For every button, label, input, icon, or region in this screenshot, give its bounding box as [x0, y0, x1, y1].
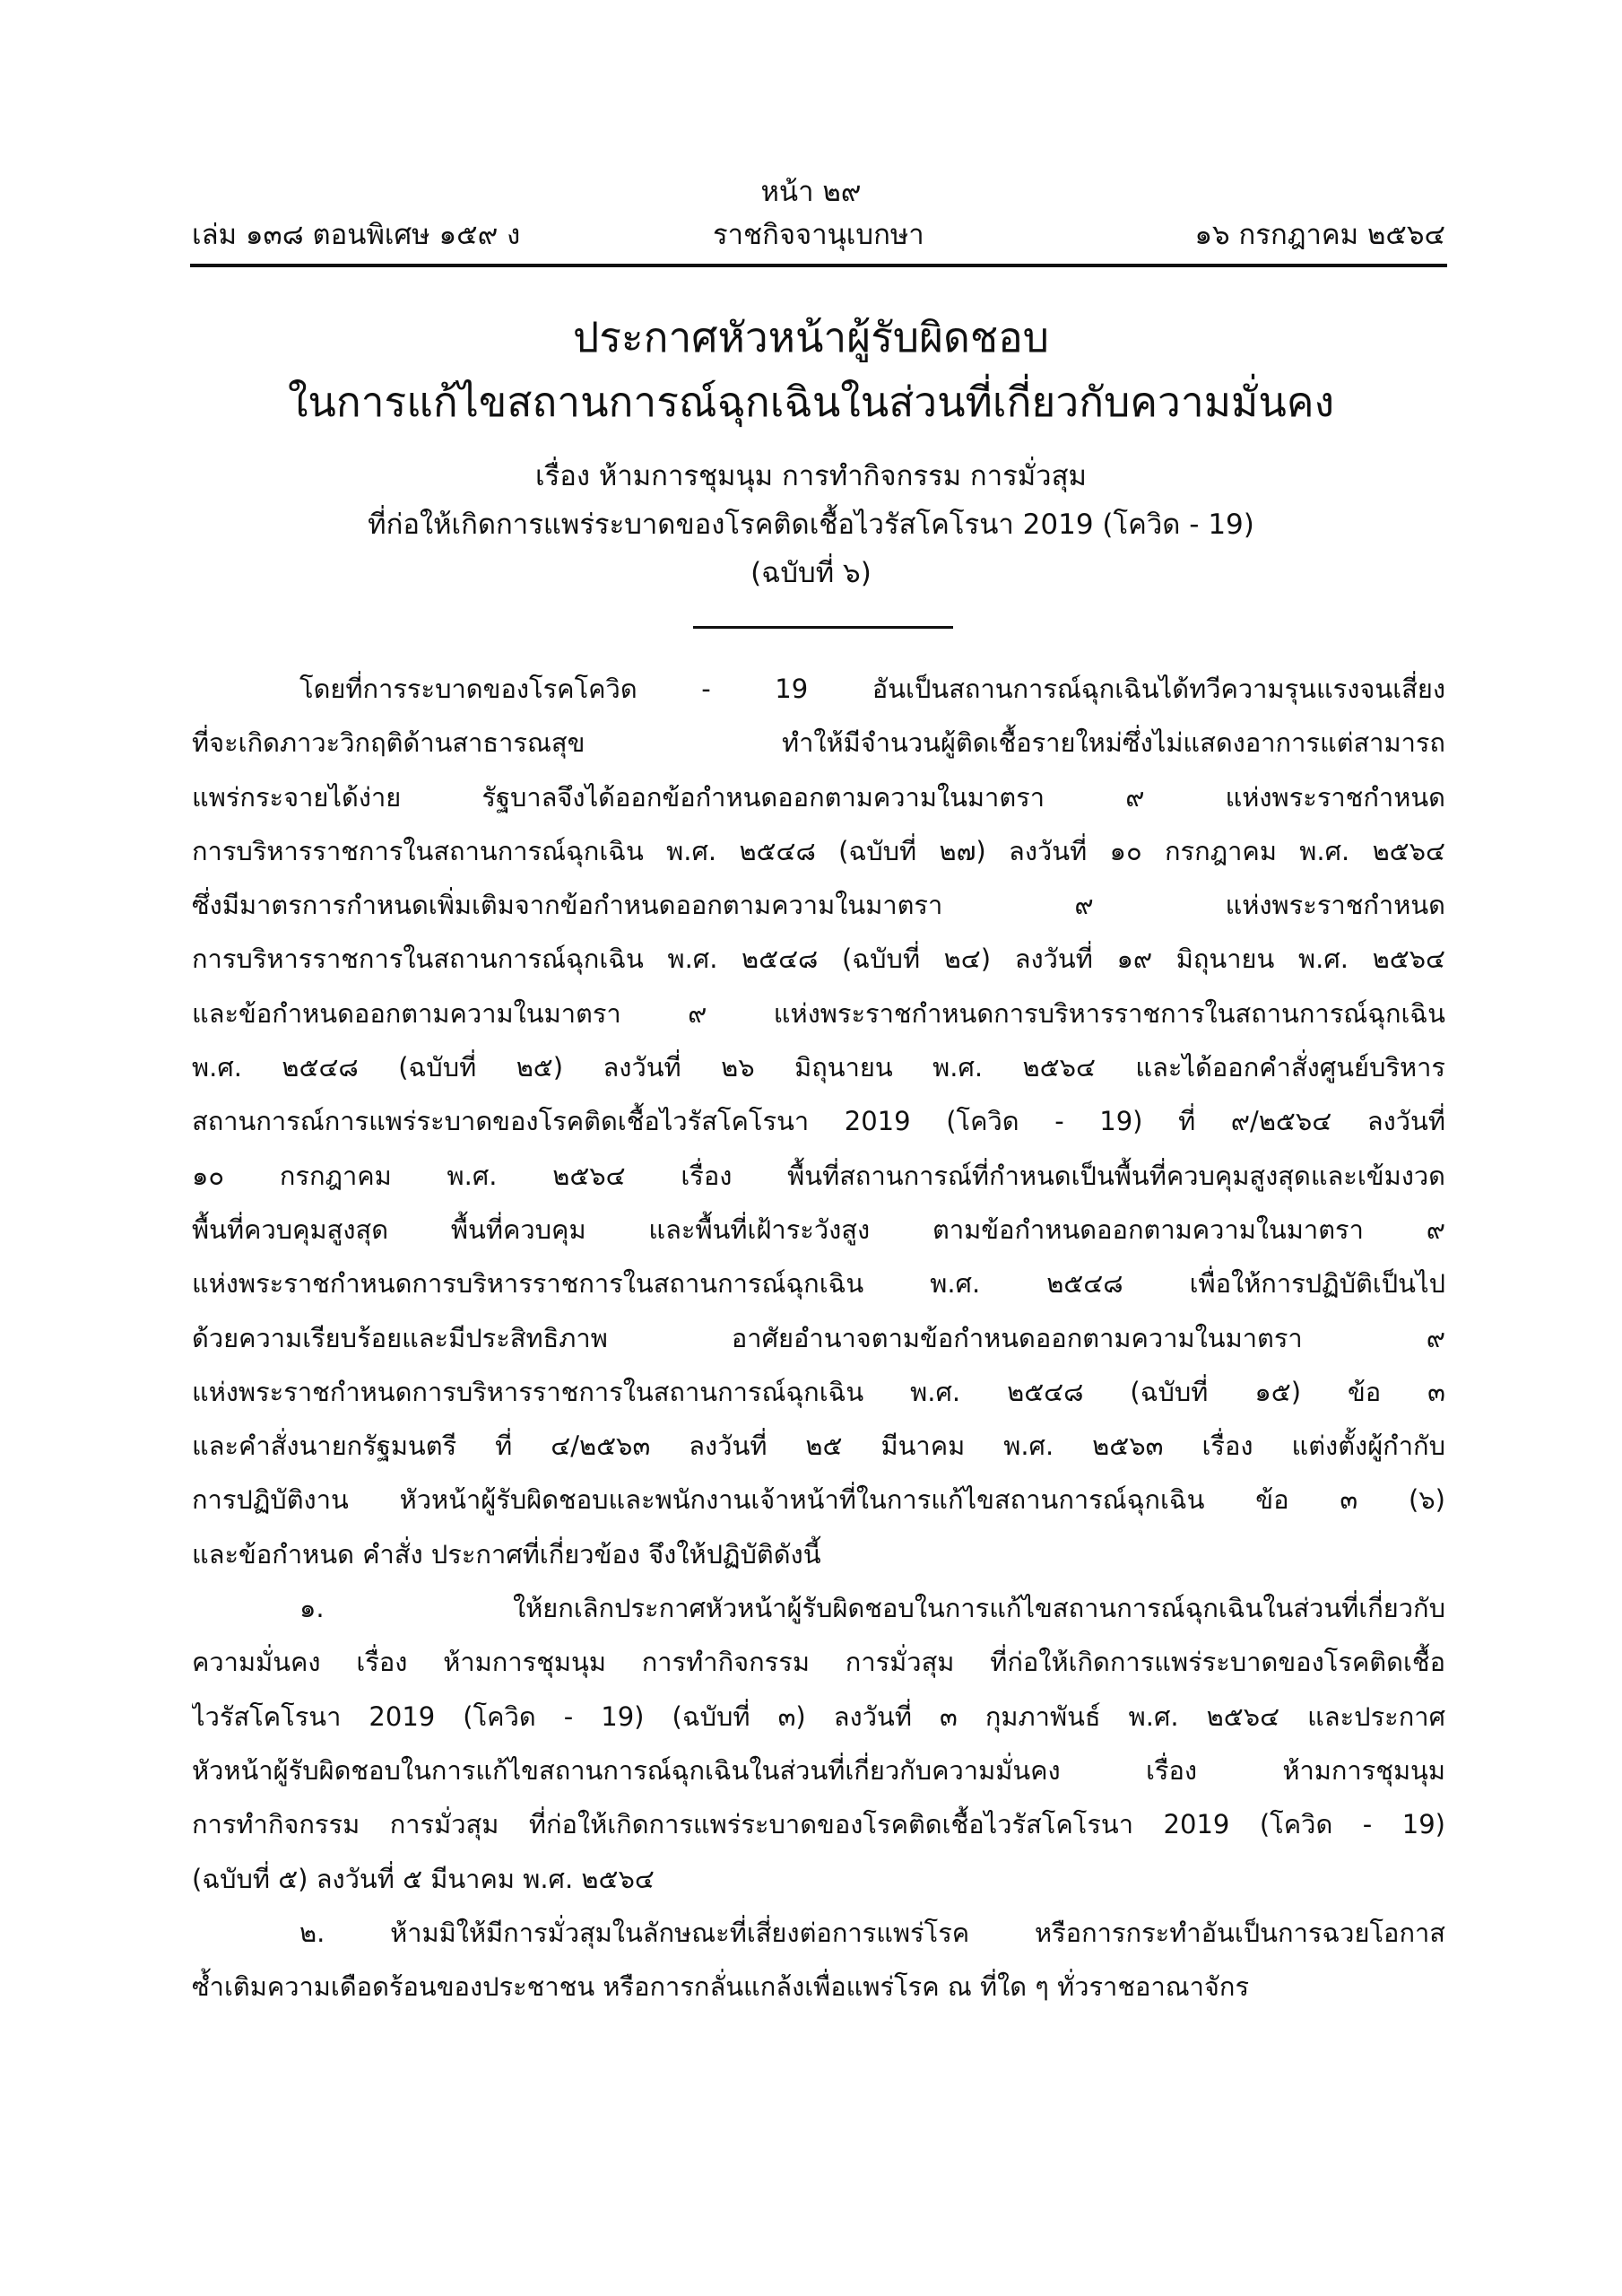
body-line: ซ้ำเติมความเดือดร้อนของประชาชน หรือการกลั่นแกล้งเพื่อแพร่โรค ณ ที่ใด ๆ ทั่วราชอาณาจักร	[192, 1971, 1250, 2003]
body-line: การทำกิจกรรม การมั่วสุม ที่ก่อให้เกิดการแพร่ระบาดของโรคติดเชื้อไวรัสโคโรนา 2019 (โควิด - 19)	[192, 1809, 1445, 1840]
body-line: ซึ่งมีมาตรการกำหนดเพิ่มเติมจากข้อกำหนดออกตามความในมาตรา ๙ แห่งพระราชกำหนด	[192, 890, 1445, 921]
announcement-title-2: ในการแก้ไขสถานการณ์ฉุกเฉินในส่วนที่เกี่ยวกับความมั่นคง	[287, 378, 1335, 426]
body-line: แพร่กระจายได้ง่าย รัฐบาลจึงได้ออกข้อกำหนดออกตามความในมาตรา ๙ แห่งพระราชกำหนด	[192, 781, 1445, 813]
body-line: และคำสั่งนายกรัฐมนตรี ที่ ๔/๒๕๖๓ ลงวันที่ ๒๕ มีนาคม พ.ศ. ๒๕๖๓ เรื่อง แต่งตั้งผู้กำกับ	[192, 1431, 1445, 1462]
body-line: ด้วยความเรียบร้อยและมีประสิทธิภาพ อาศัยอำนาจตามข้อกำหนดออกตามความในมาตรา ๙	[192, 1322, 1445, 1353]
body-line: แห่งพระราชกำหนดการบริหารราชการในสถานการณ์ฉุกเฉิน พ.ศ. ๒๕๔๘ เพื่อให้การปฏิบัติเป็นไป	[192, 1268, 1445, 1300]
body-line: ความมั่นคง เรื่อง ห้ามการชุมนุม การทำกิจกรรม การมั่วสุม ที่ก่อให้เกิดการแพร่ระบาดของโรคติดเชื้อ	[192, 1647, 1445, 1678]
header-rule	[190, 264, 1447, 267]
body-line: และข้อกำหนด คำสั่ง ประกาศที่เกี่ยวข้อง จึงให้ปฏิบัติดังนี้	[192, 1538, 821, 1570]
page-number: หน้า ๒๙	[760, 176, 862, 208]
gazette-date: ๑๖ กรกฎาคม ๒๕๖๔	[1194, 219, 1445, 251]
clause-2: ๒. ห้ามมิให้มีการมั่วสุมในลักษณะที่เสี่ยงต่อการแพร่โรค หรือการกระทำอันเป็นการฉวยโอกาส	[299, 1917, 1445, 1948]
body-line: ๑๐ กรกฎาคม พ.ศ. ๒๕๖๔ เรื่อง พื้นที่สถานการณ์ที่กำหนดเป็นพื้นที่ควบคุมสูงสุดและเข้มงวด	[192, 1160, 1445, 1191]
body-line: แห่งพระราชกำหนดการบริหารราชการในสถานการณ์ฉุกเฉิน พ.ศ. ๒๕๔๘ (ฉบับที่ ๑๕) ข้อ ๓	[192, 1376, 1445, 1407]
title-divider	[693, 626, 953, 629]
body-line: การบริหารราชการในสถานการณ์ฉุกเฉิน พ.ศ. ๒๕๔๘ (ฉบับที่ ๒๗) ลงวันที่ ๑๐ กรกฎาคม พ.ศ. ๒๕๖๔	[192, 835, 1445, 866]
body-line: การบริหารราชการในสถานการณ์ฉุกเฉิน พ.ศ. ๒๕๔๘ (ฉบับที่ ๒๔) ลงวันที่ ๑๙ มิถุนายน พ.ศ. ๒๕๖๔	[192, 944, 1445, 975]
clause-1: ๑. ให้ยกเลิกประกาศหัวหน้าผู้รับผิดชอบในการแก้ไขสถานการณ์ฉุกเฉินในส่วนที่เกี่ยวกับ	[299, 1593, 1445, 1624]
body-line: และข้อกำหนดออกตามความในมาตรา ๙ แห่งพระราชกำหนดการบริหารราชการในสถานการณ์ฉุกเฉิน	[192, 997, 1445, 1029]
body-line: การปฏิบัติงาน หัวหน้าผู้รับผิดชอบและพนักงานเจ้าหน้าที่ในการแก้ไขสถานการณ์ฉุกเฉิน ข้อ ๓ (๖)	[192, 1484, 1445, 1516]
subject-line-2: ที่ก่อให้เกิดการแพร่ระบาดของโรคติดเชื้อไวรัสโคโรนา 2019 (โควิด - 19)	[368, 509, 1254, 541]
body-line: พื้นที่ควบคุมสูงสุด พื้นที่ควบคุม และพื้นที่เฝ้าระวังสูง ตามข้อกำหนดออกตามความในมาตรา ๙	[192, 1213, 1445, 1245]
announcement-title: ประกาศหัวหน้าผู้รับผิดชอบ	[573, 313, 1049, 361]
gazette-volume: เล่ม ๑๓๘ ตอนพิเศษ ๑๕๙ ง	[192, 219, 521, 251]
body-line: พ.ศ. ๒๕๔๘ (ฉบับที่ ๒๕) ลงวันที่ ๒๖ มิถุนายน พ.ศ. ๒๕๖๔ และได้ออกคำสั่งศูนย์บริหาร	[192, 1052, 1445, 1083]
body-line: ไวรัสโคโรนา 2019 (โควิด - 19) (ฉบับที่ ๓) ลงวันที่ ๓ กุมภาพันธ์ พ.ศ. ๒๕๖๔ และประกาศ	[192, 1700, 1445, 1732]
body-line: โดยที่การระบาดของโรคโควิด - 19 อันเป็นสถานการณ์ฉุกเฉินได้ทวีความรุนแรงจนเสี่ยง	[299, 674, 1445, 704]
document-body	[192, 662, 1445, 2013]
gazette-name: ราชกิจจานุเบกษา	[713, 219, 924, 251]
body-line: หัวหน้าผู้รับผิดชอบในการแก้ไขสถานการณ์ฉุกเฉินในส่วนที่เกี่ยวกับความมั่นคง เรื่อง ห้ามการชุมนุม	[192, 1754, 1445, 1786]
body-line: (ฉบับที่ ๕) ลงวันที่ ๕ มีนาคม พ.ศ. ๒๕๖๔	[192, 1863, 655, 1894]
subject-line-1: เรื่อง ห้ามการชุมนุม การทำกิจกรรม การมั่วสุม	[535, 460, 1087, 492]
body-line: สถานการณ์การแพร่ระบาดของโรคติดเชื้อไวรัสโคโรนา 2019 (โควิด - 19) ที่ ๙/๒๕๖๔ ลงวันที่	[192, 1106, 1445, 1137]
body-line: ที่จะเกิดภาวะวิกฤติด้านสาธารณสุข ทำให้มีจำนวนผู้ติดเชื้อรายใหม่ซึ่งไม่แสดงอาการแต่สามารถ	[192, 727, 1445, 759]
issue-number: (ฉบับที่ ๖)	[750, 557, 872, 589]
